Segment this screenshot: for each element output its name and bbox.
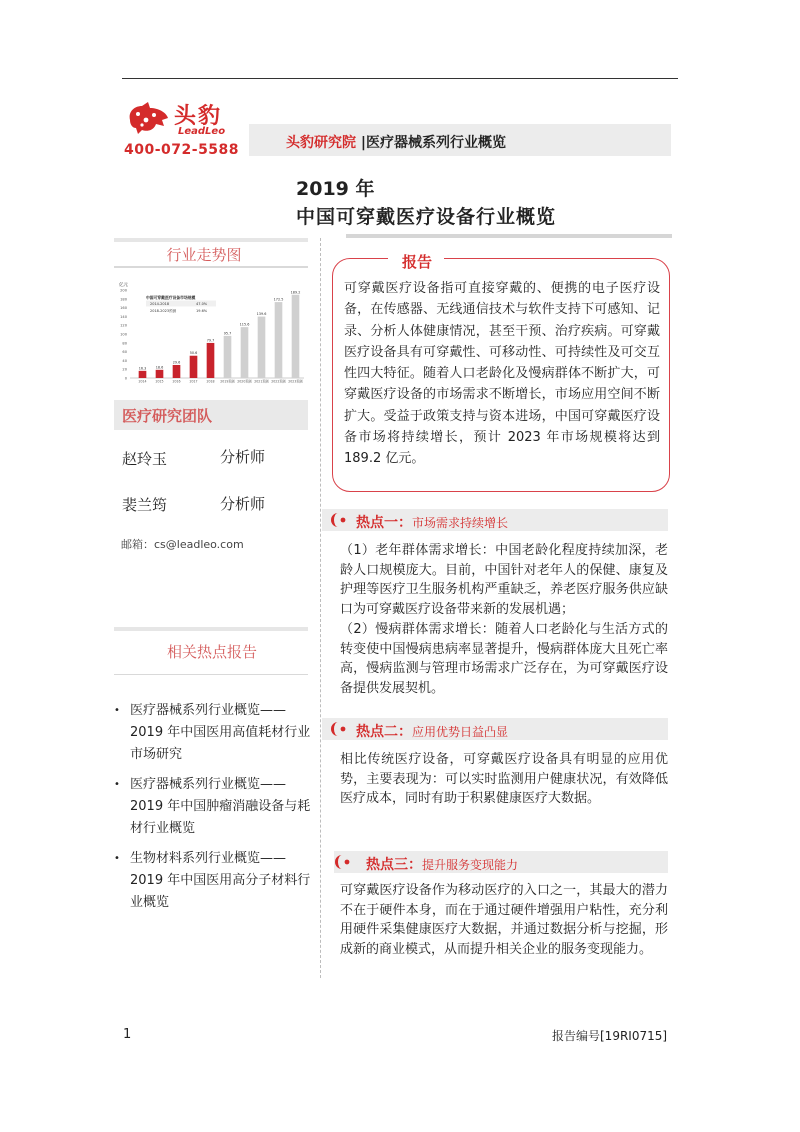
series-banner-text (286, 132, 506, 152)
bar-value-label: 29.6 (172, 360, 181, 365)
trend-heading-underline (114, 266, 308, 268)
trend-chart (118, 280, 308, 386)
chart-bar (292, 295, 300, 378)
series-name: |医疗器械系列行业概览 (360, 135, 506, 151)
hotspot-paragraph: （2）慢病群体需求增长：随着人口老龄化与生活方式的转变使中国慢病患病率显著提升，慢病群体庞大且死亡率高，慢病监测与管理市场需求广泛存在，为可穿戴医疗设备提供发展契机。 (340, 622, 668, 696)
bar-value-label: 189.2 (290, 290, 301, 295)
chart-bar (241, 327, 249, 378)
chart-bar (207, 343, 215, 378)
bar-value-label: 172.5 (273, 297, 284, 302)
chart-bar (190, 356, 198, 378)
analyst-role: 分析师 (220, 495, 266, 513)
y-tick-label: 120 (120, 323, 127, 328)
x-tick-label: 2015 (155, 379, 164, 384)
related-heading-bar (114, 627, 308, 631)
related-heading: 相关热点报告 (166, 643, 257, 661)
chart-bar (224, 336, 232, 378)
hotspot-marker-icon (334, 855, 350, 869)
hotspot-paragraph: 相比传统医疗设备，可穿戴医疗设备具有明显的应用优势，主要表现为：可以实时监测用户健康状况，有效降低医疗成本，同时有助于积累健康医疗大数据。 (340, 752, 668, 807)
page-title: 中国可穿戴医疗设备行业概览 (296, 206, 557, 228)
hotspot-paragraph: 可穿戴医疗设备作为移动医疗的入口之一，其最大的潜力不在于硬件本身，而在于通过硬件增强用户粘性，充分利用硬件采集健康医疗大数据，并通过数据分析与挖掘，形成新的商业模式，从而提升相关企业的服务变现能力。 (340, 883, 668, 957)
x-tick-label: 2014 (138, 379, 147, 384)
x-tick-label: 2023预测 (288, 379, 303, 384)
x-tick-label: 2016 (172, 379, 181, 384)
trend-heading: 行业走势图 (166, 246, 242, 264)
y-tick-label: 80 (122, 341, 127, 346)
bullet-icon: • (114, 705, 120, 716)
y-tick-label: 0 (124, 376, 127, 381)
x-tick-label: 2020预测 (237, 379, 252, 384)
bar-value-label: 115.6 (239, 322, 250, 327)
y-tick-label: 200 (120, 288, 127, 293)
y-tick-label: 60 (122, 350, 127, 355)
bar-value-label: 79.7 (206, 338, 215, 343)
leopard-logo-icon (124, 100, 170, 136)
analyst-name: 裴兰筠 (122, 496, 168, 514)
x-tick-label: 2018 (206, 379, 215, 384)
y-tick-label: 180 (120, 297, 127, 302)
legend-period: 2014-2018 (150, 302, 170, 306)
bullet-icon: • (114, 779, 120, 790)
hotspot-marker-icon (330, 722, 346, 736)
analyst-name: 赵玲玉 (122, 450, 168, 468)
bar-value-label: 18.6 (155, 365, 164, 370)
report-number: 报告编号[19RI0715] (552, 1029, 668, 1043)
legend-cagr: 19.6% (196, 309, 208, 313)
report-tag: 报告 (402, 253, 433, 271)
top-rule (122, 78, 678, 79)
hotspot-heading: 热点三：提升服务变现能力 (366, 857, 519, 873)
related-report-link[interactable]: • 生物材料系列行业概览——2019 年中国医用高分子材料行业概览 (114, 848, 314, 914)
chart-bar (173, 365, 181, 378)
chart-bar (258, 317, 266, 378)
chart-ylabel: 亿元 (119, 283, 128, 288)
hotspot-heading: 热点一：市场需求持续增长 (356, 515, 509, 531)
report-top-bar (346, 234, 672, 238)
x-tick-label: 2019预测 (220, 379, 235, 384)
y-tick-label: 20 (122, 367, 127, 372)
bar-value-label: 95.7 (223, 331, 232, 336)
phone-number: 400-072-5588 (124, 142, 240, 158)
analyst-role: 分析师 (220, 448, 266, 466)
hotspot-heading: 热点二：应用优势日益凸显 (356, 724, 509, 740)
x-tick-label: 2022预测 (271, 379, 286, 384)
hotspot-paragraph: （1）老年群体需求增长：中国老龄化程度持续加深，老龄人口规模庞大。目前，中国针对老年人的保健、康复及护理等医疗卫生服务机构严重缺乏，养老医疗服务供应缺口为可穿戴医疗设备带来新的发展机遇； (340, 543, 668, 617)
bullet-icon: • (114, 853, 120, 864)
y-tick-label: 100 (120, 332, 127, 337)
trend-heading-bar (114, 238, 308, 242)
page-number: 1 (123, 1027, 132, 1042)
y-tick-label: 160 (120, 306, 127, 311)
related-report-link[interactable]: • 医疗器械系列行业概览——2019 年中国肿瘤消融设备与耗材行业概览 (114, 774, 314, 840)
bar-value-label: 16.3 (138, 366, 147, 371)
contact-email[interactable]: 邮箱：cs@leadleo.com (121, 538, 244, 551)
y-tick-label: 40 (122, 358, 127, 363)
chart-bar (275, 302, 283, 378)
logo-text-en: LeadLeo (178, 126, 226, 137)
logo-text-cn: 头豹 (174, 104, 223, 129)
legend-period: 2018-2023预测 (150, 309, 177, 313)
title-year: 2019 年 (296, 178, 375, 200)
chart-bar (156, 370, 164, 378)
x-tick-label: 2021预测 (254, 379, 269, 384)
team-heading: 医疗研究团队 (122, 407, 213, 425)
legend-cagr: 47.0% (196, 302, 208, 306)
report-summary-text: 可穿戴医疗设备指可直接穿戴的、便携的电子医疗设备，在传感器、无线通信技术与软件支持下可感知、记录、分析人体健康情况，甚至干预、治疗疾病。可穿戴医疗设备具有可穿戴性、可移动性、可持续性及可交互性四大特征。随着人口老龄化及慢病群体不断扩大，可穿戴医疗设备的市场需求不断增长，市场应用空间不断扩大。受益于政策支持与资本进场，中国可穿戴医疗设备市场将持续增长，预计 2023 年市场规模将达到 189.2 亿元。 (344, 281, 660, 467)
x-tick-label: 2017 (189, 379, 198, 384)
bar-value-label: 50.6 (189, 351, 198, 356)
institute-name: 头豹研究院 (286, 135, 356, 151)
y-tick-label: 140 (120, 314, 127, 319)
column-divider (320, 238, 321, 978)
hotspot-marker-icon (330, 513, 346, 527)
related-heading-underline (114, 674, 308, 675)
chart-title: 中国可穿戴医疗设备市场规模 (146, 295, 196, 300)
related-report-link[interactable]: • 医疗器械系列行业概览——2019 年中国医用高值耗材行业市场研究 (114, 700, 314, 766)
chart-bar (139, 371, 147, 378)
bar-value-label: 139.6 (256, 312, 267, 317)
